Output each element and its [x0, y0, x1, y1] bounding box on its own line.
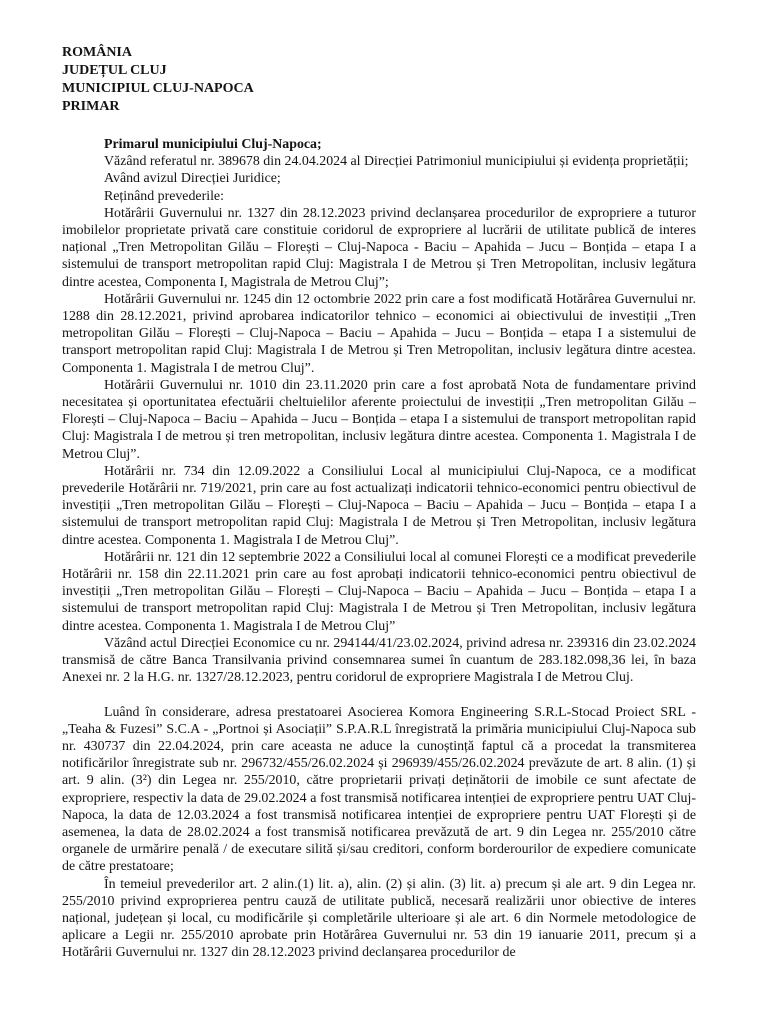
paragraph-hg-1245: Hotărârii Guvernului nr. 1245 din 12 octombrie 2022 prin care a fost modificată Hotărârea Guvernului nr. 1288 din 28.12.2021, privind aprobarea indicatorilor tehnico – economici ai obiectivului de investiții „Tren metropolitan Gilău – Florești – Cluj-Napoca – Baciu – Apahida – Jucu – Bonțida – etapa I a sistemului de transport metropolitan rapid Cluj: Magistrala I de Metrou și Tren Metropolitan, inclusiv legătura dintre acestea. Componenta 1. Magistrala I de metrou Cluj”. [62, 291, 696, 376]
paragraph-hcl-121: Hotărârii nr. 121 din 12 septembrie 2022 a Consiliului local al comunei Florești ce a modificat prevederile Hotărârii nr. 158 din 22.11.2021 prin care au fost aprobați indicatorii tehnico-economici pentru obiectivul de investiții „Tren metropolitan Gilău – Florești – Cluj-Napoca – Baciu – Apahida – Jucu – Bonțida – etapa I a sistemului de transport metropolitan rapid Cluj: Magistrala I de Metrou și Tren Metropolitan, inclusiv legătura dintre acestea. Componenta 1. Magistrala I de Metrou Cluj” [62, 549, 696, 634]
paragraph-aviz: Având avizul Direcției Juridice; [104, 171, 281, 187]
document-body [62, 136, 696, 962]
paragraph-luand-in-considerare: Luând în considerare, adresa prestatoarei Asocierea Komora Engineering S.R.L-Stocad Proiect SRL - „Teaha & Fuzesi” S.C.A - „Portnoi și Asociații” S.P.A.R.L înregistrată la primăria municipiului Cluj-Napoca sub nr. 430737 din 22.04.2024, prin care aceasta ne aduce la cunoștință faptul că a procedat la transmiterea notificărilor înregistrate sub nr. 296732/455/26.02.2024 și 296939/455/26.02.2024 prevăzute de art. 8 alin. (1) și art. 9 alin. (3²) din Legea nr. 255/2010, către proprietarii privați deținătorii de imobile ce sunt afectate de expropriere, respectiv la data de 29.02.2024 a fost transmisă notificarea intenției de expropriere pentru UAT Cluj-Napoca, la data de 12.03.2024 a fost transmisă notificarea intenției de expropriere pentru UAT Florești și de asemenea, la data de 28.02.2024 a fost transmisă notificarea prevăzută de art. 9 din Legea nr. 255/2010 către organele de urmărire penală / de executare silită și/sau creditori, conform borderourilor de expediere comunicate de către prestatoare; [62, 704, 696, 875]
paragraph-in-temeiul: În temeiul prevederilor art. 2 alin.(1) lit. a), alin. (2) și alin. (3) lit. a) precum și ale art. 9 din Legea nr. 255/2010 privind exproprierea pentru cauză de utilitate publică, necesară realizării unor obiective de interes național, județean și local, cu modificările și completările ulterioare și ale art. 6 din Normele metodologice de aplicare a Legii nr. 255/2010 aprobate prin Hotărârea Guvernului nr. 53 din 19 ianuarie 2011, precum și a Hotărârii Guvernului nr. 1327 din 28.12.2023 privind declanșarea procedurilor de [62, 876, 696, 961]
paragraph-hg-1327: Hotărârii Guvernului nr. 1327 din 28.12.2023 privind declanșarea procedurilor de expropriere a tuturor imobilelor proprietate privată care constituie coridorul de expropriere al lucrării de utilitate publică de interes național „Tren Metropolitan Gilău – Florești – Cluj-Napoca - Baciu – Apahida – Jucu – Bonțida – etapa I a sistemului de transport metropolitan rapid Cluj: Magistrala I de Metrou și Tren Metropolitan, inclusiv legătura dintre acestea, Componenta I, Magistrala de Metrou Cluj”; [62, 205, 696, 290]
office-heading: PRIMAR [62, 99, 120, 114]
county-heading: JUDEȚUL CLUJ [62, 63, 167, 78]
municipality-heading: MUNICIPIUL CLUJ-NAPOCA [62, 81, 254, 96]
letterhead [62, 44, 254, 116]
paragraph-referat: Văzând referatul nr. 389678 din 24.04.2024 al Direcției Patrimoniul municipiului și evidența proprietății; [104, 154, 689, 170]
paragraph-hg-1010: Hotărârii Guvernului nr. 1010 din 23.11.2020 prin care a fost aprobată Nota de fundamentare privind necesitatea și oportunitatea efectuării cheltuielilor aferente proiectului de investiții „Tren metropolitan Gilău – Florești – Cluj-Napoca – Baciu – Apahida – Jucu – Bonțida – etapa I a sistemului de transport metropolitan rapid Cluj: Magistrala I de metrou și tren metropolitan, inclusiv legătura dintre acestea. Componenta 1. Magistrala I de Metrou Cluj”. [62, 377, 696, 462]
paragraph-retinand: Reținând prevederile: [104, 188, 224, 204]
country-heading: ROMÂNIA [62, 45, 132, 60]
paragraph-directia-economica: Văzând actul Direcției Economice cu nr. 294144/41/23.02.2024, privind adresa nr. 239316 din 23.02.2024 transmisă de către Banca Transilvania privind consemnarea sumei în cuantum de 283.182.098,36 lei, în baza Anexei nr. 2 la H.G. nr. 1327/28.12.2023, pentru coridorul de expropriere Magistrala I de Metrou Cluj. [62, 635, 696, 686]
paragraph-hcl-734: Hotărârii nr. 734 din 12.09.2022 a Consiliului Local al municipiului Cluj-Napoca, ce a modificat prevederile Hotărârii nr. 719/2021, prin care au fost actualizați indicatorii tehnico-economici pentru obiectivul de investiții „Tren metropolitan Gilău – Florești – Cluj-Napoca – Baciu – Apahida – Jucu – Bonțida – etapa I a sistemului de transport metropolitan rapid Cluj: Magistrala I de Metrou și Tren Metropolitan, inclusiv legătura dintre acestea. Componenta 1. Magistrala I de Metrou Cluj”. [62, 463, 696, 548]
issuer-line: Primarul municipiului Cluj-Napoca; [104, 137, 322, 152]
